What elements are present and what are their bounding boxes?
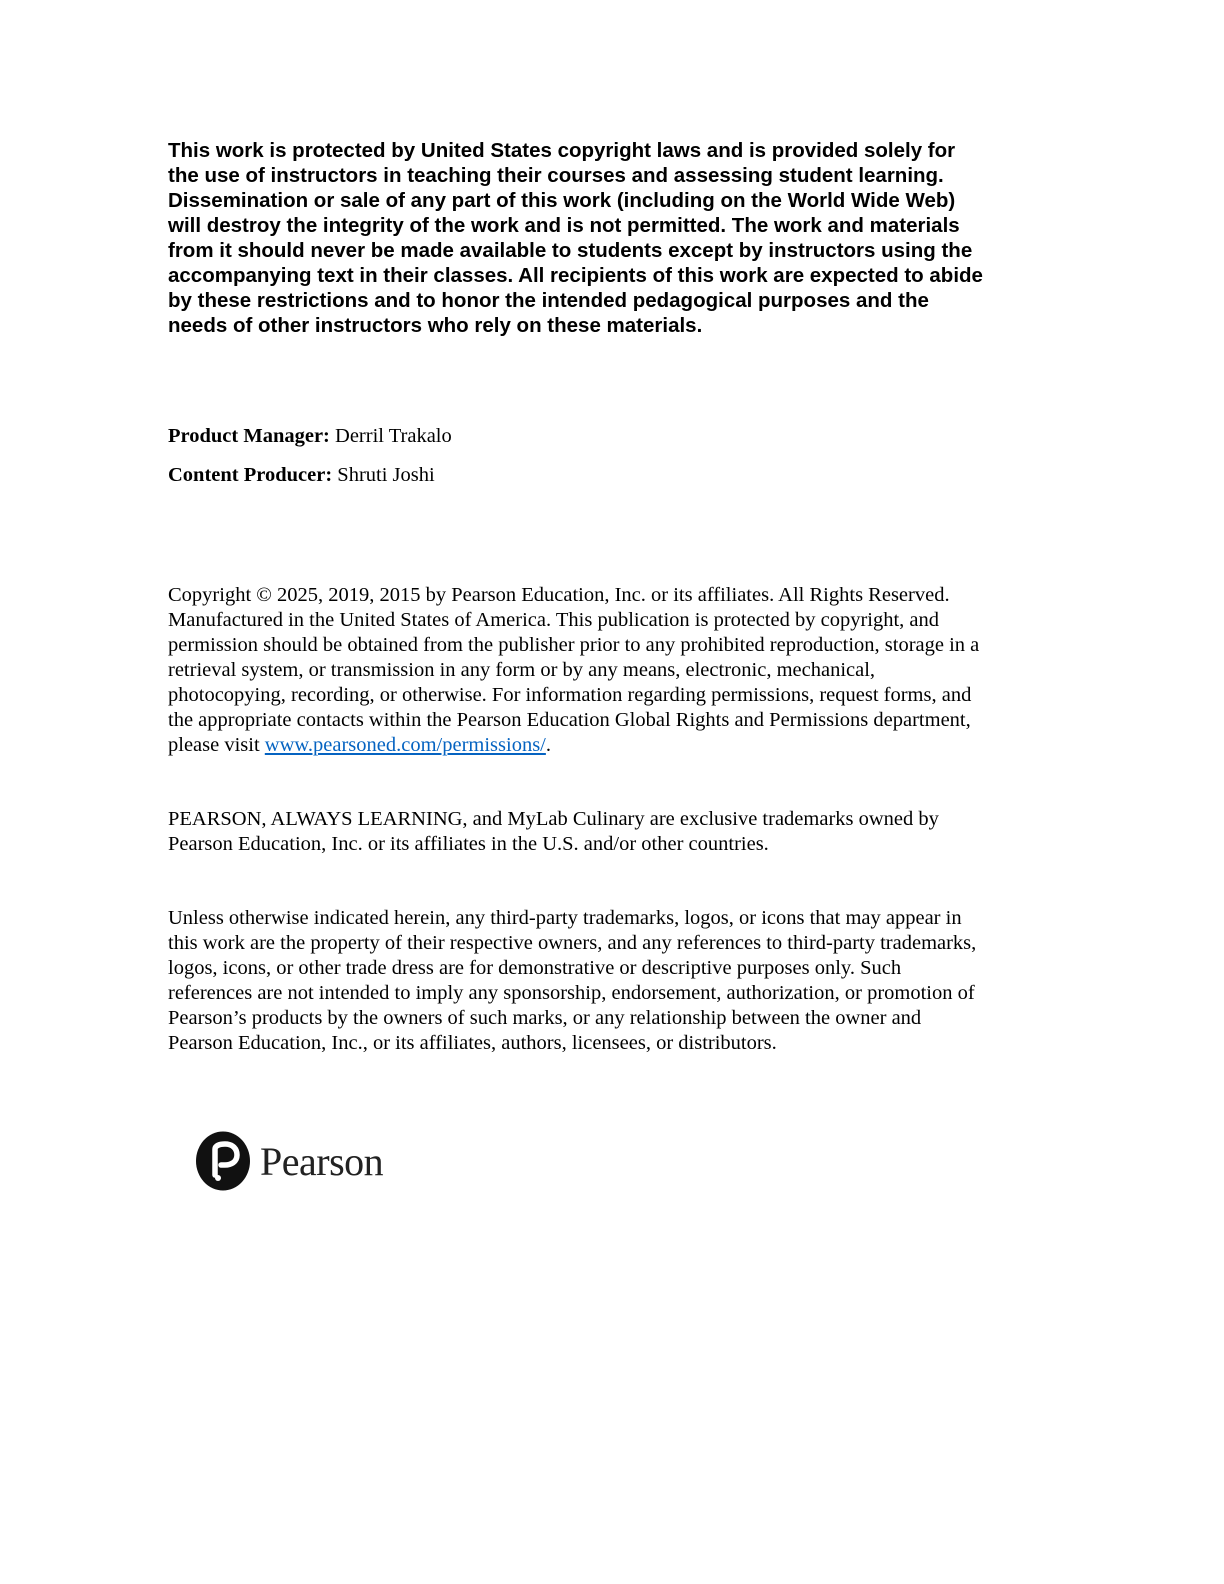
third-party-line: Pearson’s products by the owners of such marks, or any relationship between the owner and <box>168 1007 922 1029</box>
visit-suffix: . <box>545 734 551 756</box>
product-manager-label: Product Manager: <box>168 425 330 447</box>
content-producer <box>168 463 452 502</box>
notice-line: the use of instructors in teaching their courses and assessing student learning. <box>168 164 944 187</box>
third-party-line: references are not intended to imply any sponsorship, endorsement, authorization, or promotion of <box>168 982 975 1004</box>
product-manager-name: Derril Trakalo <box>329 425 452 447</box>
trademark-line: PEARSON, ALWAYS LEARNING, and MyLab Culinary are exclusive trademarks owned by <box>168 808 939 830</box>
third-party-line: logos, icons, or other trade dress are for demonstrative or descriptive purposes only. Such <box>168 957 902 979</box>
pearson-logo <box>195 1131 383 1191</box>
content-producer-name: Shruti Joshi <box>332 463 435 486</box>
third-party-paragraph <box>168 906 976 1056</box>
copyright-line: Manufactured in the United States of America. This publication is protected by copyright, and <box>168 609 940 631</box>
third-party-line: this work are the property of their respective owners, and any references to third-party trademarks, <box>168 932 977 954</box>
notice-line: accompanying text in their classes. All recipients of this work are expected to abide <box>168 264 983 287</box>
content-producer-label: Content Producer: <box>168 463 333 486</box>
pearson-wordmark: Pearson <box>260 1138 384 1184</box>
trademark-line: Pearson Education, Inc. or its affiliates in the U.S. and/or other countries. <box>168 833 769 855</box>
copyright-line: photocopying, recording, or otherwise. For information regarding permissions, request forms, and <box>168 684 972 706</box>
permissions-link[interactable]: www.pearsoned.com/permissions/ <box>264 734 546 756</box>
notice-line: will destroy the integrity of the work and is not permitted. The work and materials <box>168 214 960 237</box>
copyright-line: Copyright © 2025, 2019, 2015 by Pearson Education, Inc. or its affiliates. All Rights Reserved. <box>168 584 950 606</box>
copyright-line: retrieval system, or transmission in any form or by any means, electronic, mechanical, <box>168 659 876 681</box>
notice-line: needs of other instructors who rely on these materials. <box>168 314 703 337</box>
notice-line: Dissemination or sale of any part of this work (including on the World Wide Web) <box>168 189 956 212</box>
trademarks-paragraph <box>168 807 939 857</box>
credits <box>168 424 452 501</box>
product-manager <box>168 424 452 463</box>
visit-prefix: please visit <box>168 734 265 756</box>
copyright-paragraph <box>168 583 979 758</box>
third-party-line: Unless otherwise indicated herein, any third-party trademarks, logos, or icons that may appear in <box>168 907 962 929</box>
notice-line: This work is protected by United States copyright laws and is provided solely for <box>168 139 956 162</box>
copyright-line: the appropriate contacts within the Pearson Education Global Rights and Permissions department, <box>168 709 971 731</box>
notice-line: from it should never be made available to students except by instructors using the <box>168 239 973 262</box>
copyright-line: permission should be obtained from the publisher prior to any prohibited reproduction, storage in a <box>168 634 980 656</box>
copyright-line <box>168 733 979 758</box>
third-party-line: Pearson Education, Inc., or its affiliates, authors, licensees, or distributors. <box>168 1032 777 1054</box>
pearson-p-icon <box>195 1131 251 1191</box>
notice-line: by these restrictions and to honor the intended pedagogical purposes and the <box>168 289 929 312</box>
copyright-notice <box>168 138 983 338</box>
